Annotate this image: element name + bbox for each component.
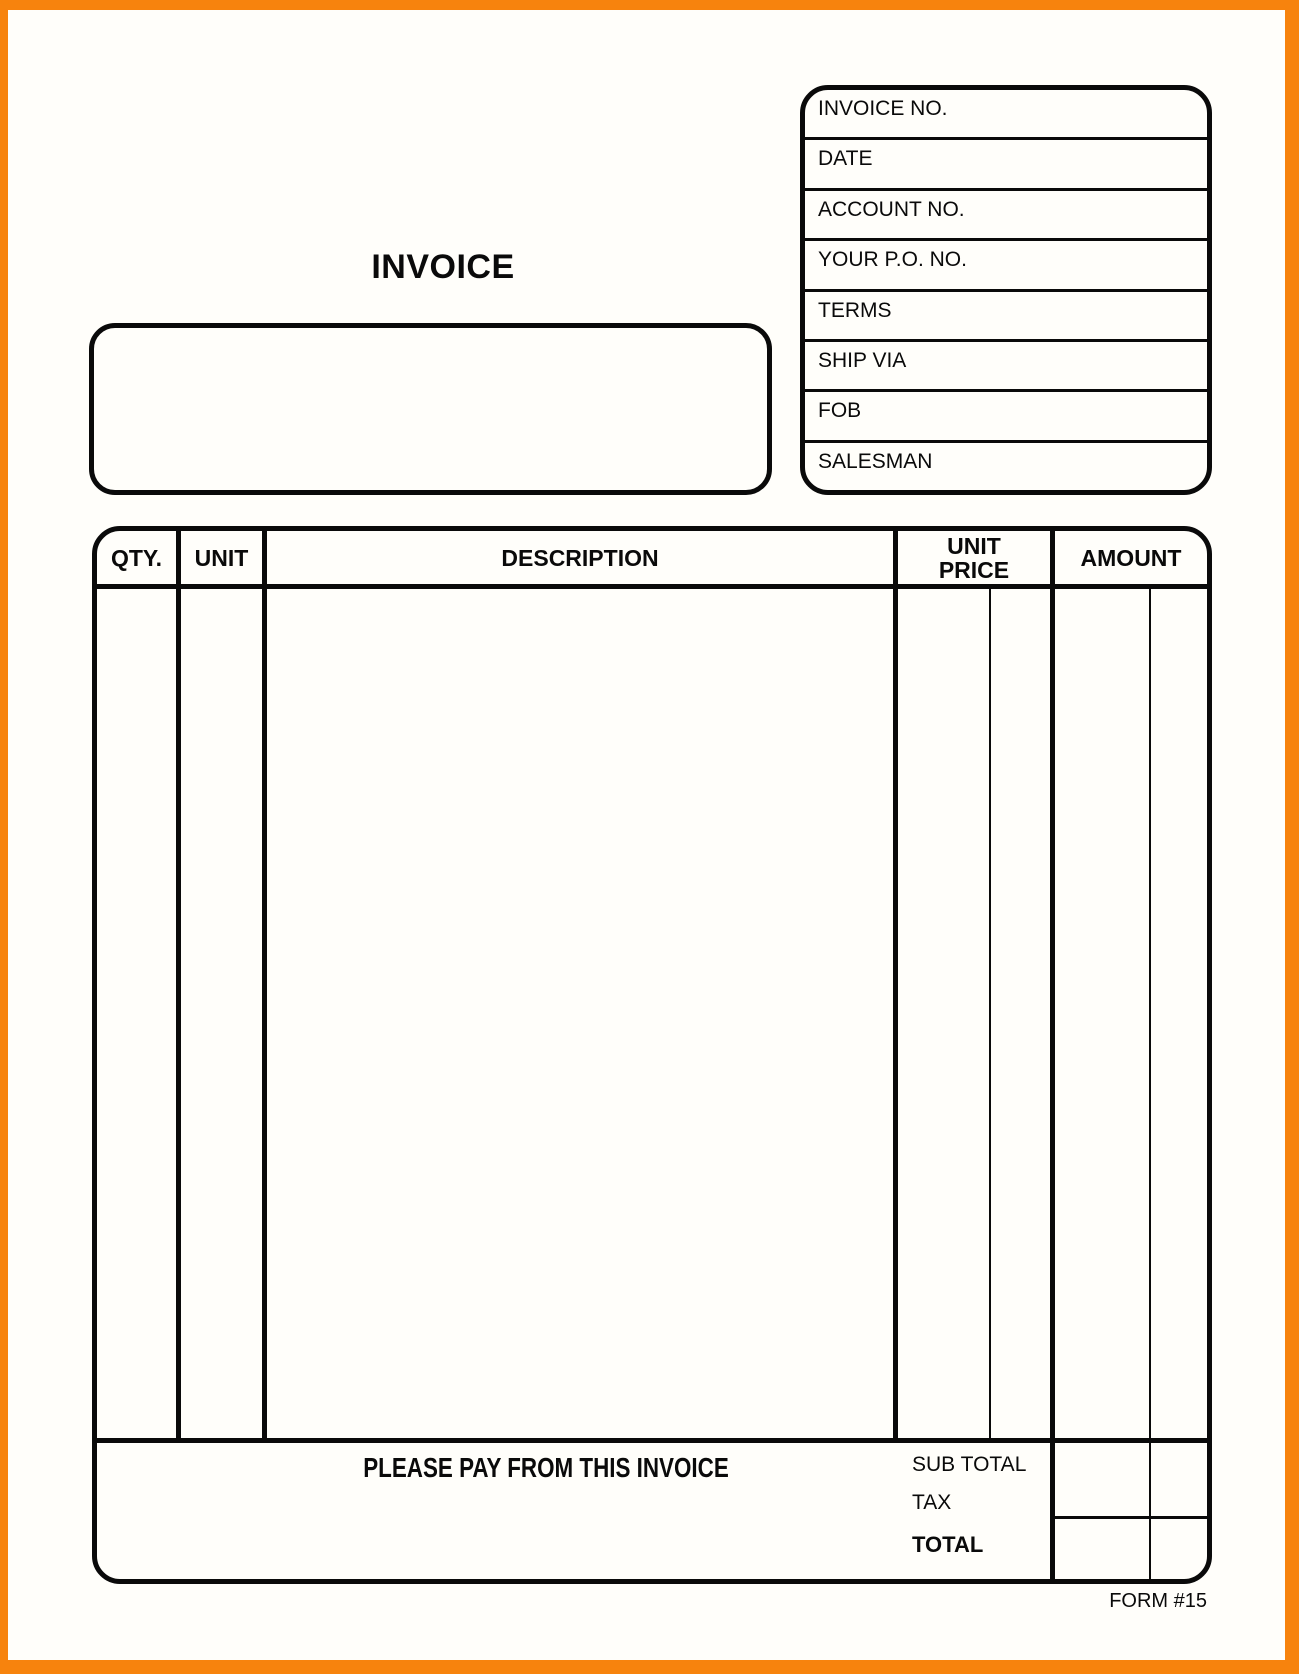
invoice-meta-box xyxy=(800,85,1212,495)
column-header-qty: QTY. xyxy=(110,544,163,571)
info-row-fob xyxy=(805,389,1207,439)
line-items-table xyxy=(92,526,1212,1584)
date-label: DATE xyxy=(818,147,873,171)
unit-price-label-line2: PRICE xyxy=(938,556,1010,583)
your-po-no-label: YOUR P.O. NO. xyxy=(818,248,967,272)
info-row-ship-via xyxy=(805,339,1207,389)
column-header-amount: AMOUNT xyxy=(1080,544,1182,571)
unit-description-divider-line xyxy=(262,531,267,1438)
info-row-your-po-no xyxy=(805,238,1207,288)
qty-unit-divider-line xyxy=(176,531,181,1438)
column-header-description: DESCRIPTION xyxy=(501,544,659,571)
sub-total-label: SUB TOTAL xyxy=(912,1453,1027,1476)
pay-note: PLEASE PAY FROM THIS INVOICE xyxy=(363,1452,729,1483)
terms-label: TERMS xyxy=(818,298,892,322)
info-row-invoice-no xyxy=(805,90,1207,137)
fob-label: FOB xyxy=(818,399,862,423)
unitprice-amount-divider-line xyxy=(1050,531,1055,1579)
info-row-date xyxy=(805,137,1207,187)
description-unitprice-divider-line xyxy=(893,531,898,1438)
info-row-account-no xyxy=(805,188,1207,238)
account-no-label: ACCOUNT NO. xyxy=(818,197,965,221)
amount-cents-divider-line xyxy=(1149,589,1151,1579)
invoice-no-label: INVOICE NO. xyxy=(818,97,948,120)
tax-label: TAX xyxy=(912,1491,952,1514)
form-number: FORM #15 xyxy=(1109,1590,1207,1612)
salesman-label: SALESMAN xyxy=(818,449,933,473)
unitprice-cents-divider-line xyxy=(989,589,991,1438)
unit-price-label-line1: UNIT xyxy=(947,532,1001,559)
footer-divider-line xyxy=(97,1438,1207,1443)
total-cell-divider-line xyxy=(1050,1516,1207,1519)
page-title: INVOICE xyxy=(371,248,515,286)
column-header-unit: UNIT xyxy=(194,544,249,571)
total-label: TOTAL xyxy=(912,1532,984,1557)
column-header-unit-price xyxy=(898,531,1050,584)
bill-to-address-box xyxy=(89,323,772,495)
info-row-salesman xyxy=(805,440,1207,490)
info-row-terms xyxy=(805,289,1207,339)
ship-via-label: SHIP VIA xyxy=(818,348,907,372)
